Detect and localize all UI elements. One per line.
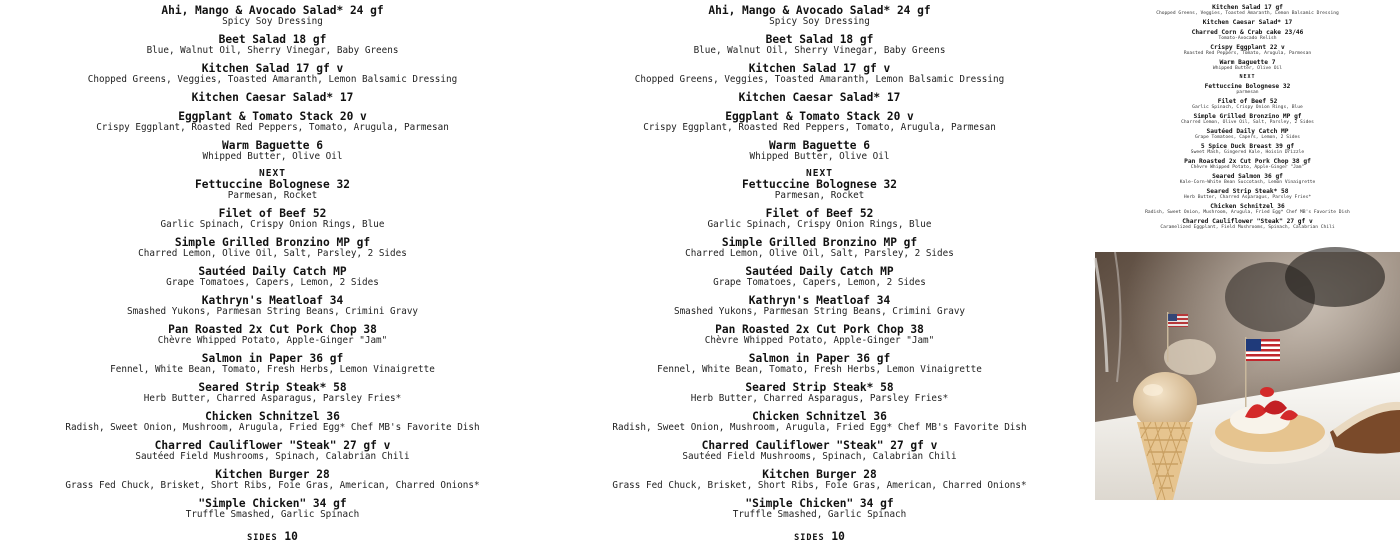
thumbnail-menu-item [1095, 44, 1400, 56]
menu-item-name: Ahi, Mango & Avocado Salad* 24 gf [708, 4, 931, 17]
thumbnail-item-description: Garlic Spinach, Crispy Onion Rings, Blue [1192, 105, 1303, 110]
menu-item-name: Simple Grilled Bronzino MP gf [721, 236, 918, 249]
menu-item [0, 5, 545, 27]
menu-item-name: Kathryn's Meatloaf 34 [201, 294, 344, 307]
menu-item-name: Kitchen Caesar Salad* 17 [738, 91, 901, 104]
menu-item [0, 498, 545, 520]
thumbnail-menu-item [1095, 83, 1400, 95]
menu-item [0, 237, 545, 259]
menu-item-description: Grape Tomatoes, Capers, Lemon, 2 Sides [713, 277, 926, 288]
menu-item-description: Charred Lemon, Olive Oil, Salt, Parsley, 2 Sides [685, 248, 954, 259]
menu-item [0, 266, 545, 288]
menu-item-description: Garlic Spinach, Crispy Onion Rings, Blue [707, 219, 932, 230]
thumbnail-item-name: 5 Spice Duck Breast 39 gf [1200, 143, 1295, 150]
menu-item-name: Filet of Beef 52 [218, 207, 327, 220]
menu-item-name: Fettuccine Bolognese 32 [742, 178, 897, 191]
menu-item-name: Kitchen Salad 17 gf v [201, 62, 344, 75]
thumbnail-item-description [1095, 0, 1400, 1]
thumbnail-item-name: Kitchen Caesar Salad* 17 [1202, 19, 1293, 26]
menu-item [0, 440, 545, 462]
menu-item [547, 469, 1092, 491]
menu-item-name: Charred Cauliflower "Steak" 27 gf v [701, 439, 938, 452]
menu-item-description: Whipped Butter, Olive Oil [749, 151, 890, 162]
menu-item-name: Beet Salad 18 gf [218, 33, 327, 46]
menu-item [547, 237, 1092, 259]
menu-item-description: Radish, Sweet Onion, Mushroom, Arugula, Fried Egg* Chef MB's Favorite Dish [65, 422, 480, 433]
menu-item [0, 92, 545, 104]
menu-item-name: Ahi, Mango & Avocado Salad* 24 gf [161, 4, 384, 17]
menu-item-description: Fennel, White Bean, Tomato, Fresh Herbs, Lemon Vinaigrette [110, 364, 435, 375]
menu-item-description: Grass Fed Chuck, Brisket, Short Ribs, Foie Gras, American, Charred Onions* [65, 480, 480, 491]
menu-item-description: Parmesan, Rocket [227, 190, 318, 201]
menu-item-description: Chopped Greens, Veggies, Toasted Amaranth, Lemon Balsamic Dressing [87, 74, 458, 85]
menu-item-name: Seared Strip Steak* 58 [745, 381, 894, 394]
menu-list [0, 5, 545, 544]
sides-heading [547, 531, 1092, 544]
menu-item-name: Sautéed Daily Catch MP [198, 265, 347, 278]
thumbnail-item-name: Simple Grilled Bronzino MP gf [1193, 113, 1302, 120]
menu-item-name: Chicken Schnitzel 36 [205, 410, 340, 423]
thumbnail-item-description: parmesan [1236, 90, 1259, 95]
menu-item-name: Kitchen Burger 28 [215, 468, 330, 481]
sides-label: SIDES [247, 533, 278, 543]
menu-item-name: Kathryn's Meatloaf 34 [748, 294, 891, 307]
menu-item [547, 382, 1092, 404]
thumbnail-item-name: Pan Roasted 2x Cut Pork Chop 38 gf [1184, 158, 1311, 165]
menu-item-description: Truffle Smashed, Garlic Spinach [185, 509, 360, 520]
menu-item-description: Grass Fed Chuck, Brisket, Short Ribs, Foie Gras, American, Charred Onions* [612, 480, 1027, 491]
menu-item [547, 353, 1092, 375]
thumbnail-item-name: Crispy Eggplant 22 v [1210, 44, 1285, 51]
menu-item-name: Fettuccine Bolognese 32 [195, 178, 350, 191]
menu-item-name: Eggplant & Tomato Stack 20 v [725, 110, 914, 123]
thumbnail-item-description: Sweet Mash, Gingered Kale, Hoisin Drizzle [1190, 150, 1305, 155]
menu-item [547, 324, 1092, 346]
menu-item-description: Smashed Yukons, Parmesan String Beans, Crimini Gravy [126, 306, 419, 317]
thumbnail-next-heading: NEXT [1239, 74, 1256, 80]
thumbnail-item-description: Herb Butter, Charred Asparagus, Parsley Fries* [1183, 195, 1312, 200]
menu-item-name: Seared Strip Steak* 58 [198, 381, 347, 394]
menu-item [0, 34, 545, 56]
thumbnail-item-name: Filet of Beef 52 [1217, 98, 1278, 105]
thumbnail-menu-item [1095, 173, 1400, 185]
menu-item-name: Kitchen Caesar Salad* 17 [191, 91, 354, 104]
thumbnail-item-description: Caramelized Eggplant, Field Mushrooms, Spinach, Calabrian Chili [1160, 225, 1335, 230]
thumbnail-item-description: Chopped Greens, Veggies, Toasted Amaranth, Lemon Balsamic Dressing [1156, 11, 1339, 16]
sides-price: 10 [284, 530, 298, 543]
thumbnail-menu-item [1095, 98, 1400, 110]
thumbnail-item-description: Roasted Red Peppers, Tomato, Arugula, Parmesan [1183, 51, 1312, 56]
dessert-photo [1095, 252, 1400, 500]
menu-item [547, 111, 1092, 133]
thumbnail-item-description: Chèvre Whipped Potato, Apple-Ginger "Jam" [1190, 165, 1305, 170]
dessert-photo-illustration [1095, 252, 1400, 500]
menu-item-name: Salmon in Paper 36 gf [748, 352, 891, 365]
menu-item [547, 63, 1092, 85]
menu-item-name: Simple Grilled Bronzino MP gf [174, 236, 371, 249]
next-heading: NEXT [806, 168, 833, 179]
menu-item-description: Fennel, White Bean, Tomato, Fresh Herbs, Lemon Vinaigrette [657, 364, 982, 375]
menu-item-description: Spicy Soy Dressing [769, 16, 870, 27]
menu-item [0, 140, 545, 162]
sides-heading [0, 531, 545, 544]
american-flag-icon [1246, 339, 1280, 361]
menu-item-description: Herb Butter, Charred Asparagus, Parsley Fries* [690, 393, 949, 404]
thumbnail-menu-item [1095, 0, 1400, 1]
thumbnail-item-description: Radish, Sweet Onion, Mushroom, Arugula, Fried Egg* Chef MB's Favorite Dish [1145, 210, 1350, 215]
thumbnail-item-name: Fettuccine Bolognese 32 [1204, 83, 1291, 90]
menu-list [547, 5, 1092, 544]
menu-item [547, 498, 1092, 520]
menu-item-description: Blue, Walnut Oil, Sherry Vinegar, Baby Greens [693, 45, 946, 56]
thumbnail-menu-list [1095, 0, 1400, 233]
menu-item-name: Sautéed Daily Catch MP [745, 265, 894, 278]
thumbnail-menu-item [1095, 218, 1400, 230]
menu-item-description: Parmesan, Rocket [774, 190, 865, 201]
menu-item [0, 411, 545, 433]
menu-item-description: Grape Tomatoes, Capers, Lemon, 2 Sides [166, 277, 379, 288]
menu-item-name: Eggplant & Tomato Stack 20 v [178, 110, 367, 123]
thumbnail-item-name: Sautéed Daily Catch MP [1206, 128, 1289, 135]
thumbnail-item-name: Charred Corn & Crab cake 23/46 [1191, 29, 1304, 36]
thumbnail-item-description: Grape Tomatoes, Capers, Lemon, 2 Sides [1194, 135, 1301, 140]
menu-item [547, 266, 1092, 288]
thumbnail-menu-item [1095, 158, 1400, 170]
next-heading: NEXT [259, 168, 286, 179]
thumbnail-menu-item [1095, 203, 1400, 215]
menu-item-name: "Simple Chicken" 34 gf [745, 497, 894, 510]
menu-item [547, 411, 1092, 433]
sides-label: SIDES [794, 533, 825, 543]
menu-item-description: Spicy Soy Dressing [222, 16, 323, 27]
menu-thumbnail [1095, 0, 1400, 252]
menu-item-description: Chèvre Whipped Potato, Apple-Ginger "Jam" [704, 335, 935, 346]
menu-item [547, 140, 1092, 162]
menu-item-name: Beet Salad 18 gf [765, 33, 874, 46]
thumbnail-item-name: Warm Baguette 7 [1219, 59, 1276, 66]
menu-item [547, 208, 1092, 230]
menu-item [547, 5, 1092, 27]
thumbnail-menu-item [1095, 113, 1400, 125]
menu-item [0, 111, 545, 133]
thumbnail-menu-item [1095, 29, 1400, 41]
sides-price: 10 [831, 530, 845, 543]
menu-item-description: Sautéed Field Mushrooms, Spinach, Calabrian Chili [135, 451, 410, 462]
menu-item [547, 440, 1092, 462]
thumbnail-menu-item [1095, 59, 1400, 71]
thumbnail-item-name: Seared Strip Steak* 58 [1206, 188, 1289, 195]
menu-item-name: Kitchen Salad 17 gf v [748, 62, 891, 75]
thumbnail-menu-item [1095, 143, 1400, 155]
menu-item-description: Charred Lemon, Olive Oil, Salt, Parsley, 2 Sides [138, 248, 407, 259]
menu-item [0, 179, 545, 201]
menu-item-name: Warm Baguette 6 [768, 139, 871, 152]
menu-item-name: Charred Cauliflower "Steak" 27 gf v [154, 439, 391, 452]
menu-item [0, 469, 545, 491]
menu-item [0, 324, 545, 346]
menu-item-description: Chèvre Whipped Potato, Apple-Ginger "Jam" [157, 335, 388, 346]
menu-item-name: Filet of Beef 52 [765, 207, 874, 220]
menu-item [547, 295, 1092, 317]
menu-item-name: Warm Baguette 6 [221, 139, 324, 152]
thumbnail-item-description: Whipped Butter, Olive Oil [1212, 66, 1283, 71]
menu-column-middle [547, 0, 1092, 543]
thumbnail-menu-item [1095, 19, 1400, 26]
menu-item [0, 208, 545, 230]
thumbnail-item-description: Tomato-Avocado Relish [1218, 36, 1277, 41]
thumbnail-menu-item [1095, 4, 1400, 16]
menu-item-description: Crispy Eggplant, Roasted Red Peppers, Tomato, Arugula, Parmesan [643, 122, 996, 133]
menu-item-name: Chicken Schnitzel 36 [752, 410, 887, 423]
thumbnail-item-description: Kale-Corn-White Bean Succotash, Lemon Vinaigrette [1179, 180, 1316, 185]
menu-item-description: Whipped Butter, Olive Oil [202, 151, 343, 162]
menu-item-description: Radish, Sweet Onion, Mushroom, Arugula, Fried Egg* Chef MB's Favorite Dish [612, 422, 1027, 433]
menu-item-name: Pan Roasted 2x Cut Pork Chop 38 [168, 323, 377, 336]
menu-item-name: Salmon in Paper 36 gf [201, 352, 344, 365]
menu-item [547, 34, 1092, 56]
menu-item [0, 382, 545, 404]
thumbnail-item-name: Seared Salmon 36 gf [1212, 173, 1283, 180]
menu-column-left [0, 0, 545, 543]
menu-item-description: Crispy Eggplant, Roasted Red Peppers, Tomato, Arugula, Parmesan [96, 122, 449, 133]
menu-item-name: "Simple Chicken" 34 gf [198, 497, 347, 510]
thumbnail-item-name: Charred Cauliflower "Steak" 27 gf v [1182, 218, 1313, 225]
menu-item-description: Sautéed Field Mushrooms, Spinach, Calabrian Chili [682, 451, 957, 462]
thumbnail-item-description: Charred Lemon, Olive Oil, Salt, Parsley, 2 Sides [1181, 120, 1314, 125]
menu-item-description: Chopped Greens, Veggies, Toasted Amaranth, Lemon Balsamic Dressing [634, 74, 1005, 85]
menu-item-name: Kitchen Burger 28 [762, 468, 877, 481]
menu-item [0, 295, 545, 317]
menu-item [547, 179, 1092, 201]
menu-item [0, 353, 545, 375]
thumbnail-item-name: Chicken Schnitzel 36 [1210, 203, 1285, 210]
menu-item [547, 92, 1092, 104]
thumbnail-item-name: Kitchen Salad 17 gf [1212, 4, 1283, 11]
thumbnail-menu-item [1095, 188, 1400, 200]
menu-item-name: Pan Roasted 2x Cut Pork Chop 38 [715, 323, 924, 336]
thumbnail-menu-item [1095, 128, 1400, 140]
menu-item-description: Blue, Walnut Oil, Sherry Vinegar, Baby Greens [146, 45, 399, 56]
menu-item-description: Truffle Smashed, Garlic Spinach [732, 509, 907, 520]
menu-item-description: Smashed Yukons, Parmesan String Beans, Crimini Gravy [673, 306, 966, 317]
menu-item [0, 63, 545, 85]
american-flag-icon [1168, 314, 1188, 327]
menu-item-description: Garlic Spinach, Crispy Onion Rings, Blue [160, 219, 385, 230]
menu-item-description: Herb Butter, Charred Asparagus, Parsley Fries* [143, 393, 402, 404]
